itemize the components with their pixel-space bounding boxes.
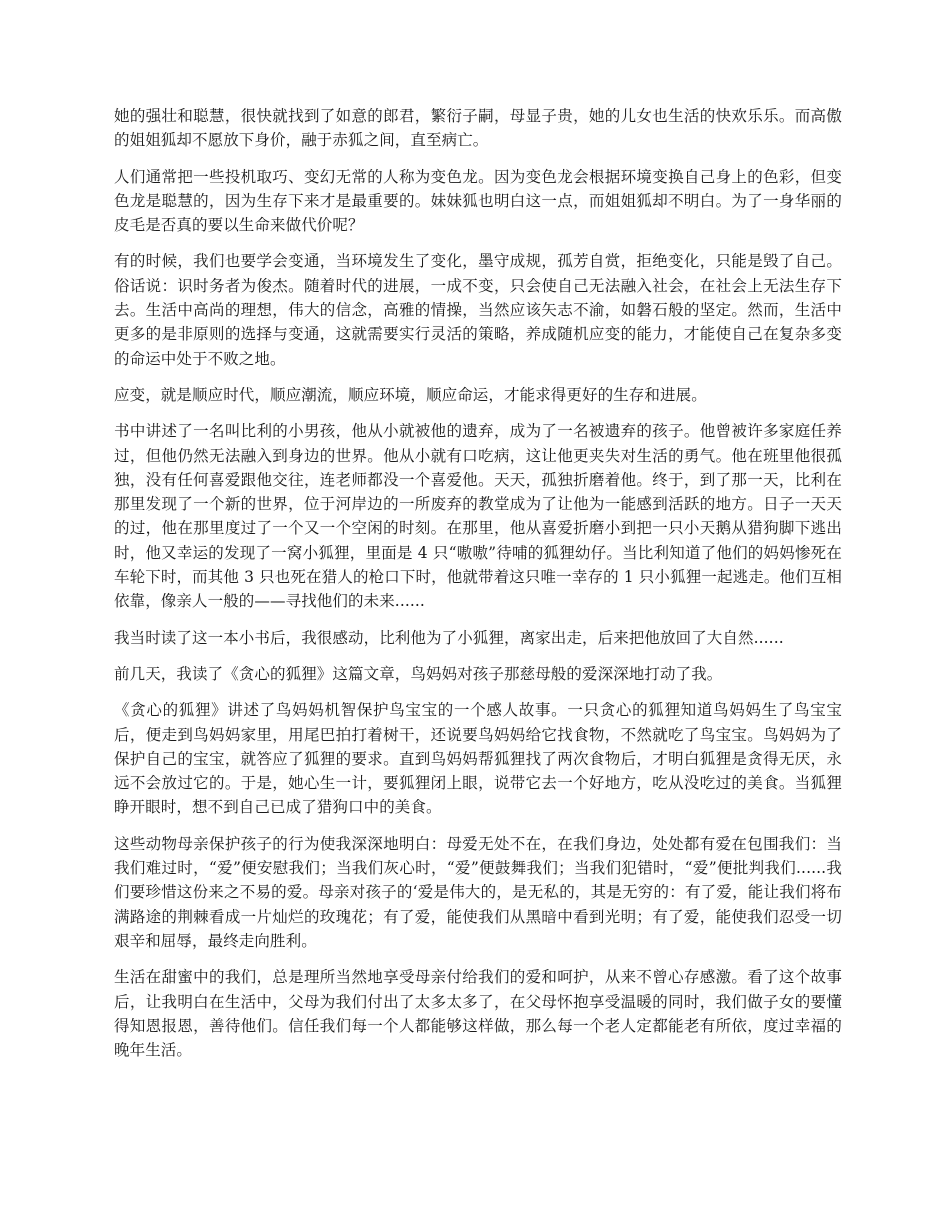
paragraph-1: 她的强壮和聪慧，很快就找到了如意的郎君，繁衍子嗣，母显子贵，她的儿女也生活的快欢乐乐。而高傲的姐姐狐却不愿放下身价，融于赤狐之间，直至病亡。 [114,107,842,150]
paragraph-4: 应变，就是顺应时代，顺应潮流，顺应环境，顺应命运，才能求得更好的生存和进展。 [114,385,707,404]
paragraph-2: 人们通常把一些投机取巧、变幻无常的人称为变色龙。因为变色龙会根据环境变换自己身上的色彩，但变色龙是聪慧的，因为生存下来才是最重要的。妹妹狐也明白这一点，而姐姐狐却不明白。为了一身华丽的皮毛是否真的要以生命来做代价呢？ [114,167,842,235]
paragraph-5: 书中讲述了一名叫比利的小男孩，他从小就被他的遗弃，成为了一名被遗弃的孩子。他曾被许多家庭任养过，但他仍然无法融入到身边的世界。他从小就有口吃病，这让他更夹失对生活的勇气。他在班里他很孤独，没有任何喜爱跟他交往，连老师都没一个喜爱他。天天，孤独折磨着他。终于，到了那一天，比利在那里发现了一个新的世界，位于河岸边的一所废弃的教堂成为了让他为一能感到活跃的地方。日子一天天的过，他在那里度过了一个又一个空闲的时刻。在那里，他从喜爱折磨小到把一只小天鹅从猎狗脚下逃出时，他又幸运的发现了一窝小狐狸，里面是 4 只“嗷嗷”待哺的狐狸幼仔。当比利知道了他们的妈妈惨死在车轮下时，而其他 3 只也死在猎人的枪口下时，他就带着这只唯一幸存的 1 只小狐狸一起逃走。他们互相依靠，像亲人一般的——寻找他们的未来...... [114,422,842,611]
paragraph-3: 有的时候，我们也要学会变通，当环境发生了变化，墨守成规，孤芳自赏，拒绝变化，只能是毁了自己。俗话说：识时务者为俊杰。随着时代的进展，一成不变，只会使自己无法融入社会，在社会上无法生存下去。生活中高尚的理想，伟大的信念，高雅的情操，当然应该矢志不渝，如磐石般的坚定。然而，生活中更多的是非原则的选择与变通，这就需要实行灵活的策略，养成随机应变的能力，才能使自己在复杂多变的命运中处于不败之地。 [114,252,842,368]
paragraph-7: 前几天，我读了《贪心的狐狸》这篇文章，鸟妈妈对孩子那慈母般的爱深深地打动了我。 [114,664,723,683]
paragraph-6: 我当时读了这一本小书后，我很感动，比利他为了小狐狸，离家出走，后来把他放回了大自然...... [114,628,784,647]
document-body [114,104,842,1074]
paragraph-8: 《贪心的狐狸》讲述了鸟妈妈机智保护鸟宝宝的一个感人故事。一只贪心的狐狸知道鸟妈妈生了鸟宝宝后，便走到鸟妈妈家里，用尾巴拍打着树干，还说要鸟妈妈给它找食物，不然就吃了鸟宝宝。鸟妈妈为了保护自己的宝宝，就答应了狐狸的要求。直到鸟妈妈帮狐狸找了两次食物后，才明白狐狸是贪得无厌，永远不会放过它的。于是，她心生一计，要狐狸闭上眼，说带它去一个好地方，吃从没吃过的美食。当狐狸睁开眼时，想不到自己已成了猎狗口中的美食。 [114,701,842,817]
paragraph-9: 这些动物母亲保护孩子的行为使我深深地明白：母爱无处不在，在我们身边，处处都有爱在包围我们：当我们难过时，“爱”便安慰我们；当我们灰心时，“爱”便鼓舞我们；当我们犯错时，“爱”便批判我们......我们要珍惜这份来之不易的爱。母亲对孩子的‘爱是伟大的，是无私的，其是无穷的：有了爱，能让我们将布满路途的荆棘看成一片灿烂的玫瑰花；有了爱，能使我们从黑暗中看到光明；有了爱，能使我们忍受一切艰辛和屈辱，最终走向胜利。 [114,834,842,950]
paragraph-10: 生活在甜蜜中的我们，总是理所当然地享受母亲付给我们的爱和呵护，从来不曾心存感激。看了这个故事后，让我明白在生活中，父母为我们付出了太多太多了，在父母怀抱享受温暖的同时，我们做子女的要懂得知恩报恩，善待他们。信任我们每一个人都能够这样做，那么每一个老人定都能老有所依，度过幸福的晚年生活。 [114,968,842,1060]
